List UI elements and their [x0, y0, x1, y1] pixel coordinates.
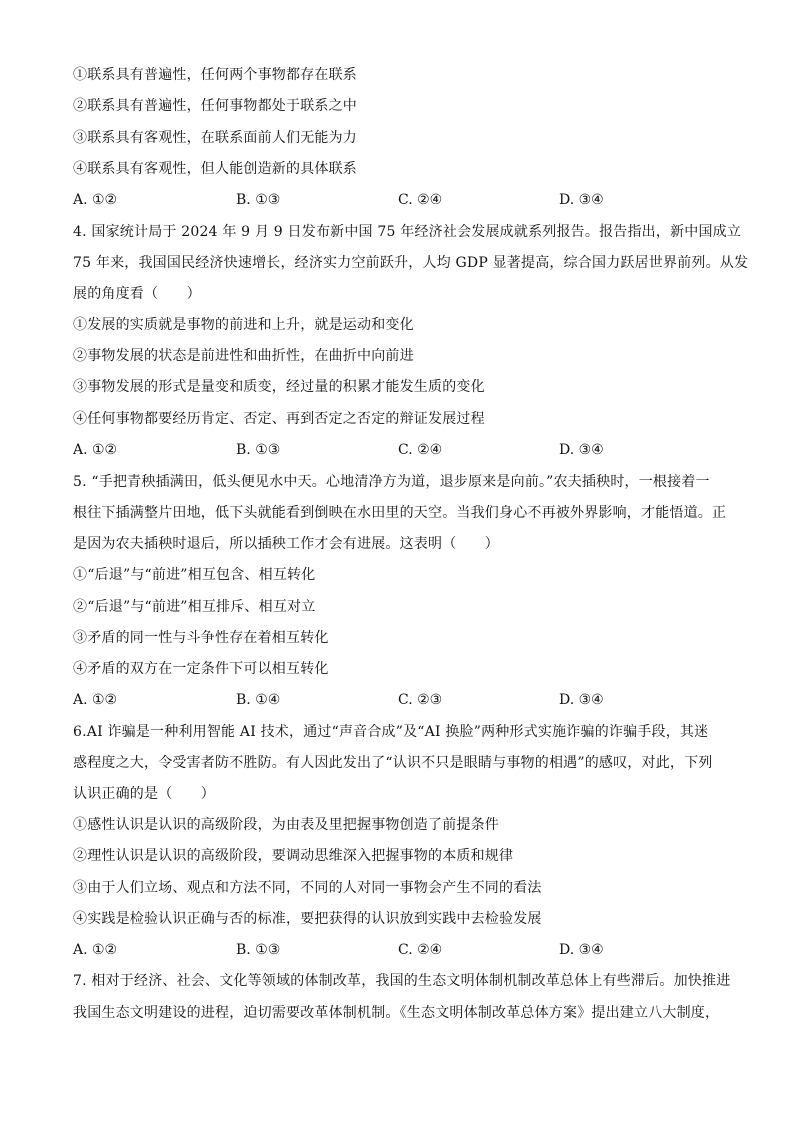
q3-option-b: B. ①③	[236, 192, 281, 208]
q3-statement-1: ①联系具有普遍性，任何两个事物都存在联系	[73, 67, 357, 83]
q4-statement-2: ②事物发展的状态是前进性和曲折性，在曲折中向前进	[73, 348, 414, 364]
q7-stem-line-1: 7. 相对于经济、社会、文化等领域的体制改革，我国的生态文明体制机制改革总体上有些滞后。加快推进	[73, 973, 731, 989]
q6-options	[73, 940, 723, 960]
q6-statement-4: ④实践是检验认识正确与否的标准，要把获得的认识放到实践中去检验发展	[73, 911, 542, 927]
q4-option-c: C. ②④	[398, 442, 443, 458]
q5-stem-line-3: 是因为农夫插秧时退后，所以插秧工作才会有进展。这表明（ ）	[73, 536, 499, 552]
q3-option-d: D. ③④	[559, 192, 604, 208]
q4-statement-3: ③事物发展的形式是量变和质变，经过量的积累才能发生质的变化	[73, 379, 485, 395]
q5-stem-line-1: 5. “手把青秧插满田，低头便见水中天。心地清净方为道，退步原来是向前。”农夫插秧时，一根接着一	[73, 474, 710, 490]
q4-statement-1: ①发展的实质就是事物的前进和上升，就是运动和变化	[73, 317, 414, 333]
q5-options	[73, 690, 723, 710]
q5-statement-1: ①“后退”与“前进”相互包含、相互转化	[73, 567, 316, 583]
q5-statement-3: ③矛盾的同一性与斗争性存在着相互转化	[73, 630, 329, 646]
q6-statement-3: ③由于人们立场、观点和方法不同，不同的人对同一事物会产生不同的看法	[73, 880, 542, 896]
q4-statement-4: ④任何事物都要经历肯定、否定、再到否定之否定的辩证发展过程	[73, 411, 485, 427]
q6-statement-2: ②理性认识是认识的高级阶段，要调动思维深入把握事物的本质和规律	[73, 848, 514, 864]
q6-stem-line-2: 惑程度之大，令受害者防不胜防。有人因此发出了“认识不只是眼睛与事物的相遇”的感叹，对此，下列	[73, 755, 713, 771]
q6-stem-line-1: 6.AI 诈骗是一种利用智能 AI 技术，通过“声音合成”及“AI 换脸”两种形式实施诈骗的诈骗手段，其迷	[73, 724, 709, 740]
q3-options	[73, 190, 723, 210]
q4-option-b: B. ①③	[236, 442, 281, 458]
q5-option-d: D. ③④	[559, 692, 604, 708]
q5-statement-4: ④矛盾的双方在一定条件下可以相互转化	[73, 661, 329, 677]
q5-stem-line-2: 根往下插满整片田地，低下头就能看到倒映在水田里的天空。当我们身心不再被外界影响，才能悟道。正	[73, 505, 727, 521]
q3-statement-3: ③联系具有客观性，在联系面前人们无能为力	[73, 130, 357, 146]
q4-option-a: A. ①②	[73, 442, 118, 458]
q6-option-d: D. ③④	[559, 942, 604, 958]
q3-option-c: C. ②④	[398, 192, 443, 208]
q4-stem-line-1: 4. 国家统计局于 2024 年 9 月 9 日发布新中国 75 年经济社会发展成就系列报告。报告指出，新中国成立	[73, 224, 742, 240]
q5-option-b: B. ①④	[236, 692, 281, 708]
q7-stem-line-2: 我国生态文明建设的进程，迫切需要改革体制机制。《生态文明体制改革总体方案》提出建立八大制度，	[73, 1005, 720, 1021]
q3-statement-2: ②联系具有普遍性，任何事物都处于联系之中	[73, 98, 357, 114]
q3-statement-4: ④联系具有客观性，但人能创造新的具体联系	[73, 161, 357, 177]
q3-option-a: A. ①②	[73, 192, 118, 208]
q5-option-a: A. ①②	[73, 692, 118, 708]
q5-statement-2: ②“后退”与“前进”相互排斥、相互对立	[73, 599, 316, 615]
q4-stem-line-3: 展的角度看（ ）	[73, 286, 201, 302]
q5-option-c: C. ②③	[398, 692, 443, 708]
q6-option-c: C. ②④	[398, 942, 443, 958]
q4-option-d: D. ③④	[559, 442, 604, 458]
q6-option-b: B. ①③	[236, 942, 281, 958]
q6-stem-line-3: 认识正确的是（ ）	[73, 786, 215, 802]
q6-option-a: A. ①②	[73, 942, 118, 958]
q4-options	[73, 440, 723, 460]
q6-statement-1: ①感性认识是认识的高级阶段，为由表及里把握事物创造了前提条件	[73, 817, 499, 833]
q4-stem-line-2: 75 年来，我国国民经济快速增长，经济实力空前跃升，人均 GDP 显著提高，综合国力跃居世界前列。从发	[73, 255, 749, 271]
